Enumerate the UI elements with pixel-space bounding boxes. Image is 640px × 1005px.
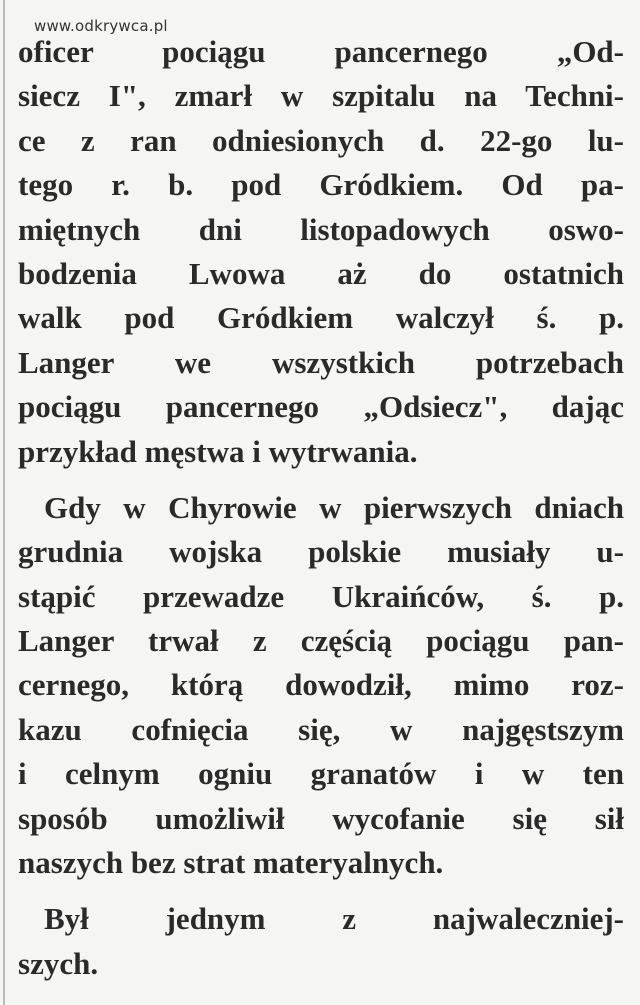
text-line: miętnych dni listopadowych oswo- (18, 211, 624, 247)
text-line: kazu cofnięcia się, w najgęstszym (18, 711, 624, 747)
text-line: pociągu pancernego „Odsiecz", dając (18, 389, 624, 425)
paragraph-2 (18, 486, 624, 886)
text-line: bodzenia Lwowa aż do ostatnich (18, 255, 624, 291)
text-line: Gdy w Chyrowie w pierwszych dniach (44, 489, 624, 525)
text-line: Langer we wszystkich potrzebach (18, 344, 624, 380)
text-line: szych. (18, 945, 99, 981)
paragraph-gap (18, 885, 624, 897)
paragraph-gap (18, 474, 624, 486)
text-line: sposób umożliwił wycofanie się sił (18, 800, 624, 836)
text-line: grudnia wojska polskie musiały u- (18, 534, 624, 570)
paragraph-1 (18, 30, 624, 474)
watermark: www.odkrywca.pl (34, 17, 168, 35)
text-line: stąpić przewadze Ukraińców, ś. p. (18, 578, 624, 614)
article-body (18, 30, 624, 986)
text-line: Był jednym z najwaleczniej- (44, 901, 624, 937)
text-line: ce z ran odniesionych d. 22-go lu- (18, 122, 624, 158)
text-line: cernego, którą dowodził, mimo roz- (18, 667, 624, 703)
text-line: naszych bez strat materyalnych. (18, 845, 444, 881)
text-line: siecz I", zmarł w szpitalu na Techni- (18, 78, 624, 114)
text-line: walk pod Gródkiem walczył ś. p. (18, 300, 624, 336)
text-line: tego r. b. pod Gródkiem. Od pa- (18, 167, 624, 203)
text-line: oficer pociągu pancernego „Od- (18, 34, 624, 69)
text-line: przykład męstwa i wytrwania. (18, 433, 418, 469)
text-line: i celnym ogniu granatów i w ten (18, 756, 624, 792)
paragraph-3 (18, 897, 624, 986)
column-rule (3, 0, 5, 1005)
text-line: Langer trwał z częścią pociągu pan- (18, 623, 624, 659)
